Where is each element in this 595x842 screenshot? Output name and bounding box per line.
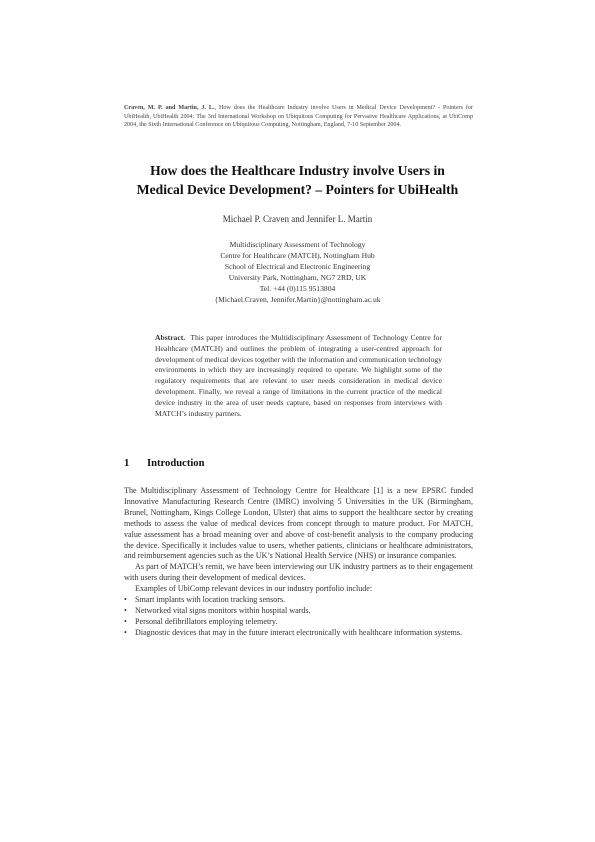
- affiliation-email: {Michael.Craven, Jennifer.Martin}@nottingham.ac.uk: [214, 294, 381, 304]
- affiliation-line: University Park, Nottingham, NG7 2RD, UK: [228, 272, 367, 282]
- bullet-icon: •: [124, 627, 127, 637]
- bullet-icon: •: [124, 605, 127, 615]
- body-paragraph: The Multidisciplinary Assessment of Technology Centre for Healthcare [1] is a new EPSRC funded Innovative Manufacturing Research Centre (IMRC) involving 5 Universities in the UK (Birmingham, Brunel, Nottingham, Kings College London, Ulster) that aims to support the healthcare sector by creating methods to assess the value of medical devices from concept through to mature product. For MATCH, value assessment has a broad meaning over and above of cost-benefit analysis to the company producing the device. Specifically it includes value to users, whether patients, clinicians or healthcare administrators, and reimbursement agencies such as the UK’s National Health Service (NHS) or insurance companies.: [124, 486, 473, 561]
- list-item-text: Diagnostic devices that may in the future interact electronically with healthcare information systems.: [135, 627, 463, 637]
- section-body: [124, 486, 473, 639]
- affiliation-line: Centre for Healthcare (MATCH), Nottingham Hub: [220, 250, 375, 260]
- section-heading: [124, 457, 473, 471]
- device-example-list: [124, 595, 473, 639]
- bullet-icon: •: [124, 595, 127, 605]
- paper-title-line-1: How does the Healthcare Industry involve Users in: [150, 163, 445, 178]
- body-paragraph: As part of MATCH’s remit, we have been interviewing our UK industry partners as to their engagement with users during their development of medical devices.: [124, 562, 473, 583]
- affiliation-line: Multidisciplinary Assessment of Technology: [229, 240, 366, 249]
- section-number: 1: [124, 458, 130, 469]
- citation-text: , How does the Healthcare Industry involve Users in Medical Device Development? - Pointers for UbiHealth, UbiHealth 2004: The 3rd International Workshop on Ubiquitous Computing for Pervasive Healthcare Applications, at UbiComp 2004, the Sixth International Conference on Ubiquitous Computing, Nottingham, England, 7-10 September 2004.: [124, 105, 473, 129]
- author-names: Michael P. Craven and Jennifer L. Martin: [222, 214, 373, 224]
- section-title: Introduction: [147, 458, 205, 469]
- list-item-text: Smart implants with location tracking sensors.: [135, 595, 286, 605]
- bullet-icon: •: [124, 616, 127, 626]
- citation-authors: Craven, M. P. and Martin, J. L.: [124, 105, 215, 111]
- affiliation-block: [160, 240, 435, 305]
- affiliation-line: School of Electrical and Electronic Engineering: [224, 261, 371, 271]
- abstract: [155, 333, 442, 419]
- list-item: [124, 617, 473, 628]
- paper-title-line-2: Medical Device Development? – Pointers for UbiHealth: [136, 182, 459, 197]
- list-item-text: Personal defibrillators employing telemetry.: [135, 616, 278, 626]
- list-item: [124, 606, 473, 617]
- list-item-text: Networked vital signs monitors within hospital wards.: [135, 605, 311, 615]
- paper-title: [110, 161, 485, 199]
- citation-header: [124, 104, 473, 130]
- abstract-label: Abstract.: [155, 333, 186, 342]
- body-paragraph: Examples of UbiComp relevant devices in our industry portfolio include:: [135, 584, 373, 594]
- affiliation-phone: Tel. +44 (0)115 9513804: [259, 283, 336, 293]
- list-item: [124, 595, 473, 606]
- abstract-text: This paper introduces the Multidisciplinary Assessment of Technology Centre for Healthcare (MATCH) and outlines the problem of integrating a user-centred approach for development of medical devices together with the information and communication technology environments in which they are increasingly required to operate. We highlight some of the regulatory requirements that are relevant to user needs consideration in medical device development. Finally, we reveal a range of limitations in the current practice of the medical device industry in the area of user needs capture, based on responses from interviews with MATCH’s industry partners.: [155, 333, 442, 418]
- list-item: [124, 628, 473, 639]
